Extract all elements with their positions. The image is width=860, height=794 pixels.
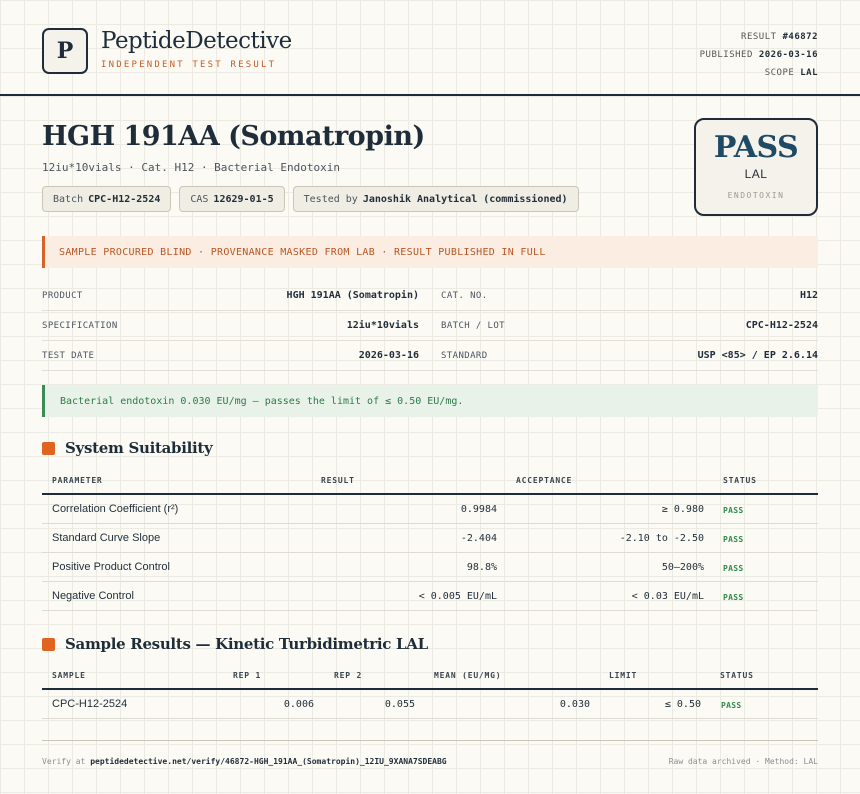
chip-label: CAS (190, 193, 209, 205)
info-row (42, 311, 818, 341)
table-row (42, 553, 818, 582)
chip-value: 12629-01-5 (213, 193, 274, 205)
cell-limit: ≤ 0.50 (664, 699, 701, 710)
info-label: CAT. NO. (441, 290, 488, 301)
cell-acceptance: < 0.03 EU/mL (631, 591, 704, 602)
info-label: PRODUCT (42, 290, 83, 301)
cell-result: < 0.005 EU/mL (418, 591, 497, 602)
status-badge: PASS (723, 564, 744, 573)
cell-acceptance: ≥ 0.980 (661, 504, 704, 515)
meta-result-label: RESULT (741, 32, 777, 42)
section-marker-icon (42, 638, 55, 651)
sample-results-table (42, 662, 818, 719)
verify-prefix: Verify at (42, 757, 86, 766)
cell-result: 0.9984 (460, 504, 497, 515)
info-cell-product (42, 290, 419, 301)
system-suitability-heading (42, 439, 212, 457)
info-value: USP <85> / EP 2.6.14 (697, 350, 818, 361)
status-badge: PASS (723, 535, 744, 544)
cas-chip (179, 186, 284, 212)
cell-rep2: 0.055 (384, 699, 415, 710)
status-badge: PASS (723, 506, 744, 515)
cell-parameter: Positive Product Control (52, 561, 170, 573)
cell-result: 98.8% (466, 562, 497, 573)
cell-result: -2.404 (460, 533, 497, 544)
pass-stamp (694, 118, 818, 216)
meta-scope (700, 64, 818, 82)
header-mean: MEAN (EU/MG) (434, 671, 502, 680)
meta-scope-value: LAL (800, 68, 818, 78)
info-value: CPC-H12-2524 (745, 320, 818, 331)
info-cell-standard (441, 350, 818, 361)
section-marker-icon (42, 442, 55, 455)
info-value: 12iu*10vials (346, 320, 419, 331)
meta-scope-label: SCOPE (764, 68, 795, 78)
table-header (42, 662, 818, 690)
info-cell-batch-lot (441, 320, 818, 331)
info-row (42, 341, 818, 371)
cell-acceptance: -2.10 to -2.50 (619, 533, 704, 544)
section-title: System Suitability (65, 439, 213, 457)
brand-logo: P (42, 28, 88, 74)
tested-by-chip (293, 186, 579, 212)
meta-published (700, 46, 818, 64)
header-sample: SAMPLE (52, 671, 86, 680)
cell-parameter: Negative Control (52, 590, 134, 602)
info-label: SPECIFICATION (42, 320, 118, 331)
cell-parameter: Correlation Coefficient (r²) (52, 503, 179, 515)
status-badge: PASS (723, 593, 744, 602)
header-rep1: REP 1 (233, 671, 262, 680)
product-chips (42, 186, 579, 212)
stamp-category: ENDOTOXIN (727, 191, 785, 200)
table-row (42, 495, 818, 524)
header-result: RESULT (321, 476, 355, 485)
info-cell-specification (42, 320, 419, 331)
verify-link[interactable]: peptidedetective.net/verify/46872-HGH_191AA_(Somatropin)_12IU_9XANA7SDEABG (90, 757, 447, 766)
info-label: TEST DATE (42, 350, 95, 361)
stamp-verdict: PASS (713, 130, 799, 165)
brand-name: PeptideDetective (101, 28, 292, 54)
info-value: H12 (799, 290, 818, 301)
header-limit: LIMIT (609, 671, 638, 680)
header-parameter: PARAMETER (52, 476, 103, 485)
page-header (0, 0, 860, 96)
procurement-notice: SAMPLE PROCURED BLIND · PROVENANCE MASKED FROM LAB · RESULT PUBLISHED IN FULL (42, 236, 818, 268)
verify-line (42, 757, 447, 766)
cell-mean: 0.030 (559, 699, 590, 710)
cell-sample: CPC-H12-2524 (52, 698, 128, 710)
info-cell-cat-no (441, 290, 818, 301)
product-title: HGH 191AA (Somatropin) (42, 121, 425, 152)
page-footer (42, 740, 818, 766)
table-row (42, 582, 818, 611)
info-row (42, 281, 818, 311)
header-status: STATUS (720, 671, 754, 680)
chip-label: Tested by (303, 193, 358, 205)
section-title: Sample Results — Kinetic Turbidimetric LAL (65, 635, 428, 653)
status-badge: PASS (721, 701, 742, 710)
table-row (42, 690, 818, 719)
header-status: STATUS (723, 476, 757, 485)
header-acceptance: ACCEPTANCE (516, 476, 573, 485)
info-label: BATCH / LOT (441, 320, 506, 331)
meta-published-value: 2026-03-16 (758, 50, 818, 60)
table-row (42, 524, 818, 553)
meta-published-label: PUBLISHED (699, 50, 753, 60)
info-cell-test-date (42, 350, 419, 361)
info-grid (42, 281, 818, 371)
stamp-method: LAL (744, 167, 768, 181)
meta-result (700, 28, 818, 46)
archive-note: Raw data archived · Method: LAL (668, 757, 818, 766)
info-label: STANDARD (441, 350, 488, 361)
cell-rep1: 0.006 (283, 699, 314, 710)
chip-label: Batch (53, 193, 84, 205)
header-rep2: REP 2 (334, 671, 363, 680)
cell-parameter: Standard Curve Slope (52, 532, 161, 544)
table-header (42, 467, 818, 495)
meta-result-value: #46872 (782, 32, 818, 42)
info-value: 2026-03-16 (358, 350, 419, 361)
sample-results-heading (42, 635, 428, 653)
cell-acceptance: 50–200% (661, 562, 704, 573)
chip-value: Janoshik Analytical (commissioned) (362, 193, 568, 205)
result-message: Bacterial endotoxin 0.030 EU/mg — passes the limit of ≤ 0.50 EU/mg. (42, 385, 818, 417)
brand-tagline: INDEPENDENT TEST RESULT (101, 60, 277, 70)
chip-value: CPC-H12-2524 (88, 193, 161, 205)
product-subtitle: 12iu*10vials · Cat. H12 · Bacterial Endotoxin (42, 161, 341, 174)
batch-chip (42, 186, 171, 212)
info-value: HGH 191AA (Somatropin) (286, 290, 419, 301)
result-meta (700, 28, 818, 82)
system-suitability-table (42, 467, 818, 611)
